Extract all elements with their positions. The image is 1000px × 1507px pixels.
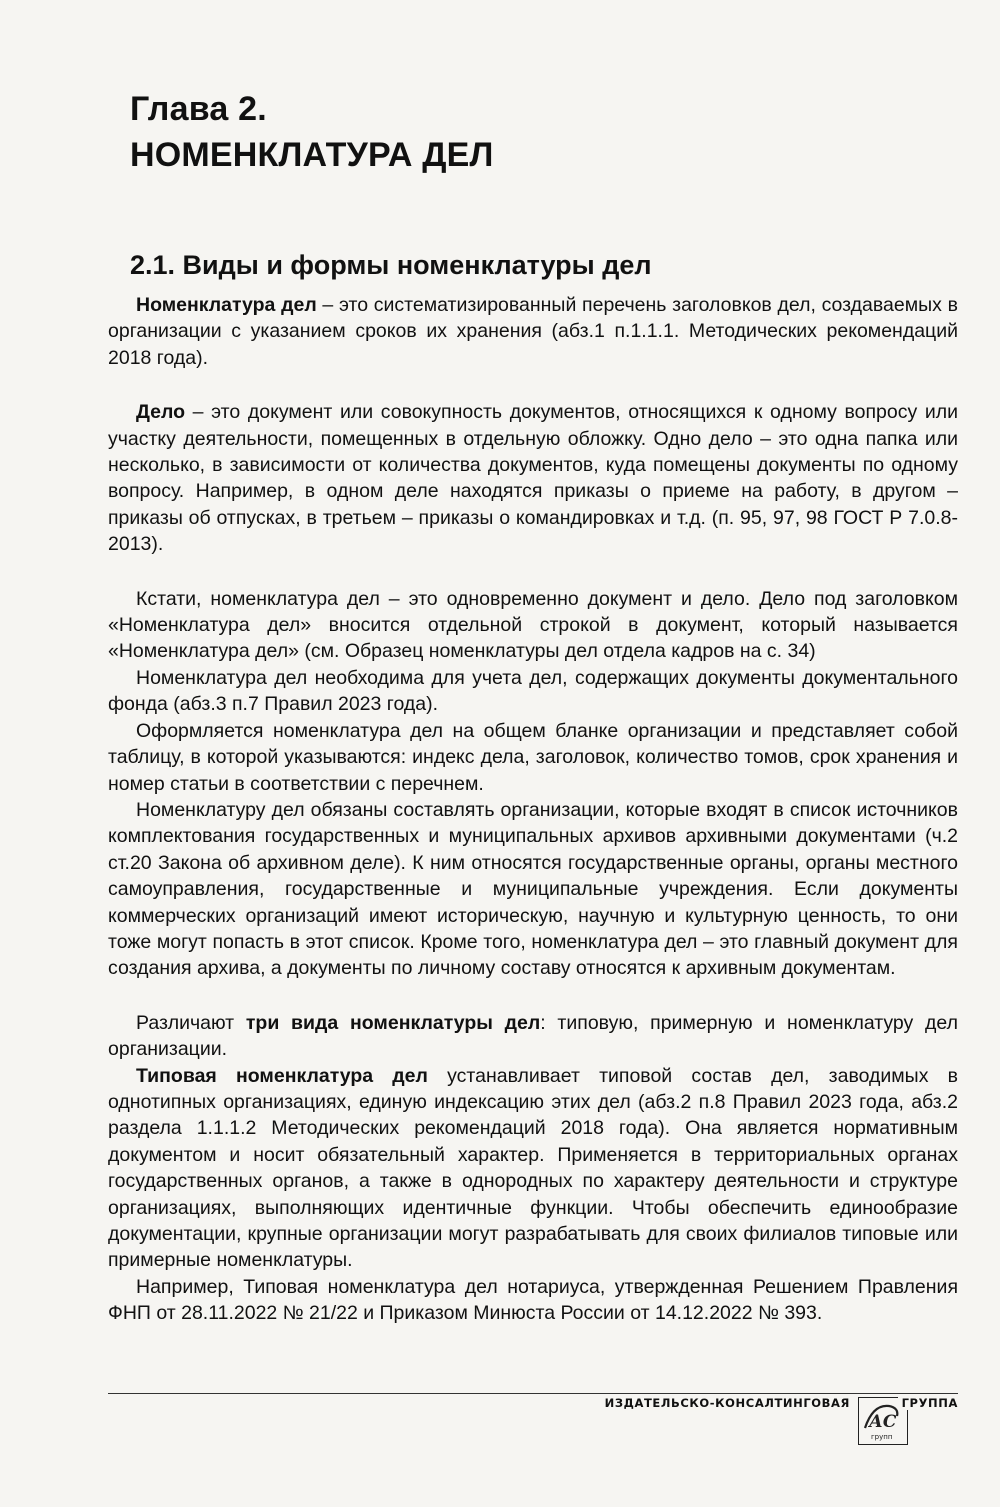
publisher-footer — [600, 1393, 960, 1449]
chapter-title: НОМЕНКЛАТУРА ДЕЛ — [130, 136, 494, 174]
term-case: Дело — [136, 401, 186, 424]
paragraph-text: Номенклатуру дел обязаны составлять организации, которые входят в список источников комплектования государственных и муниципальных архивов архивными документами (ч.2 ст.20 Закона об архивном деле). К ним относятся государственные органы, органы местного самоуправления, государственные и муниципальные учреждения. Если документы коммерческих организаций имеют историческую, научную и культурную ценность, то они тоже могут попасть в этот список. Кроме того, номенклатура дел – это главный документ для создания архива, а документы по личному составу относятся к архивным документам. — [108, 798, 958, 980]
paragraph-text: : типовую, примерную и номенклатуру дел организации. — [108, 1011, 958, 1061]
chapter-number: Глава 2. — [130, 90, 267, 128]
paragraph-text: Кстати, номенклатура дел – это одновременно документ и дело. Дело под заголовком «Номенклатура дел» вносится отдельной строкой в документ, который называется «Номенклатура дел» (см. Образец номенклатуры дел отдела кадров на с. 34) — [108, 587, 958, 663]
paragraph-typical-nomenclature — [108, 1063, 958, 1274]
term-typical-nomenclature: Типовая номенклатура дел — [136, 1064, 428, 1087]
term-nomenclature: Номенклатура дел — [136, 294, 317, 316]
paragraph-text: Оформляется номенклатура дел на общем бланке организации и представляет собой таблицу, в которой указываются: индекс дела, заголовок, количество томов, срок хранения и номер статьи в соответствии с перечнем. — [108, 719, 958, 795]
paragraph-text: Номенклатура дел необходима для учета дел, содержащих документы документального фонда (абз.3 п.7 Правил 2023 года). — [108, 666, 958, 716]
section-title: 2.1. Виды и формы номенклатуры дел — [130, 250, 652, 280]
body-text — [108, 292, 958, 1327]
paragraph-definition-nomenclature — [108, 292, 958, 371]
publisher-name-right: ГРУППА — [898, 1396, 958, 1410]
chapter-heading — [130, 86, 494, 178]
logo-caption: групп — [871, 1433, 893, 1441]
paragraph-text: Различают — [136, 1011, 246, 1034]
paragraph-text: устанавливает типовой состав дел, заводимых в однотипных организациях, единую индексацию этих дел (абз.2 п.8 Правил 2023 года, абз.2 раздела 1.1.1.2 Методических рекомендаций 2018 года). Она является нормативным документом и носит обязательный характер. Применяется в территориальных органах государственных органов, а также в однородных по характеру деятельности и структуре организациях, выполняющих идентичные функции. Чтобы обеспечить единообразие документации, крупные организации могут разрабатывать для своих филиалов типовые или примерные номенклатуры. — [108, 1064, 959, 1272]
paragraph-text: – это систематизированный перечень заголовков дел, создаваемых в организации с указанием сроков их хранения (абз.1 п.1.1.1. Методических рекомендаций 2018 года). — [108, 294, 958, 369]
paragraph-obligation — [108, 797, 958, 982]
term-three-types: три вида номенклатуры дел — [245, 1011, 541, 1034]
paragraph-example — [108, 1274, 958, 1327]
paragraph-formatting — [108, 718, 958, 797]
paragraph-by-the-way — [108, 586, 958, 665]
paragraph-definition-case — [108, 399, 958, 557]
paragraph-three-types — [108, 1010, 958, 1063]
paragraph-text: – это документ или совокупность документов, относящихся к одному вопросу или участку деятельности, помещенных в отдельную обложку. Одно дело – это одна папка или несколько, в зависимости от количества документов, куда помещены документы по одному вопросу. Например, в одном деле находятся приказы о приеме на работу, в другом – приказы об отпусках, в третьем – приказы о командировках и т.д. (п. 95, 97, 98 ГОСТ Р 7.0.8-2013). — [108, 401, 958, 556]
paragraph-text: Например, Типовая номенклатура дел нотариуса, утвержденная Решением Правления ФНП от 28.11.2022 № 21/22 и Приказом Минюста России от 14.12.2022 № 393. — [108, 1275, 958, 1325]
logo-letters: АС — [869, 1412, 897, 1432]
publisher-name-left: ИЗДАТЕЛЬСКО-КОНСАЛТИНГОВАЯ — [605, 1396, 854, 1410]
paragraph-purpose — [108, 665, 958, 718]
